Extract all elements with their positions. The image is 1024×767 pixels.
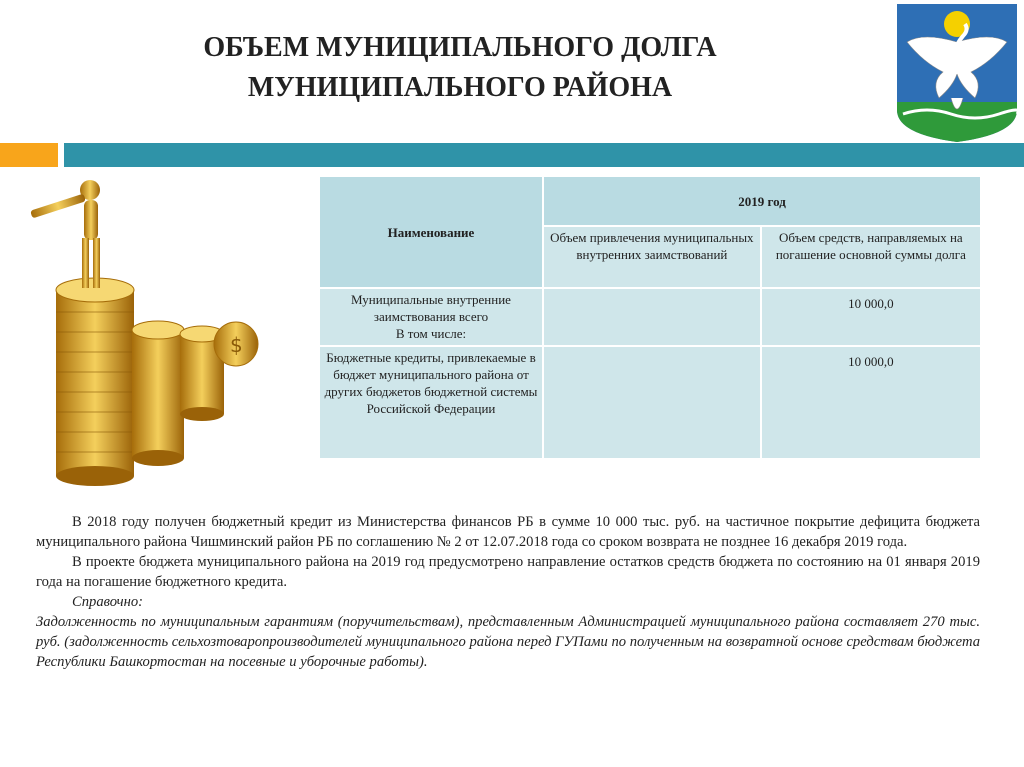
note-guarantees: Задолженность по муниципальным гарантиям (поручительствам), представленным Администрацией муниципального района составляет 270 тыс. руб. (задолженность сельхозтоваропроизводителей муниципального района перед ГУПами по полученным на возвратной основе средствам бюджета Республики Башкортостан на посевные и уборочные работы).	[36, 614, 980, 670]
svg-text:$: $	[230, 333, 243, 357]
paragraph-credit-received: В 2018 году получен бюджетный кредит из Министерства финансов РБ в сумме 10 000 тыс. руб. на частичное покрытие дефицита бюджета муниципального района Чишминский район РБ по соглашению № 2 от 12.07.2018 года со сроком возврата не позднее 16 декабря 2019 года.	[36, 514, 980, 550]
table-row	[320, 347, 980, 458]
table-cell-repayment: 10 000,0	[762, 289, 980, 345]
table-header-name: Наименование	[320, 177, 542, 287]
accent-bar-orange	[0, 143, 58, 167]
coat-of-arms-icon	[893, 2, 1021, 144]
municipal-debt-table	[318, 175, 982, 460]
note-heading: Справочно:	[72, 594, 144, 610]
table-row	[320, 289, 980, 345]
table-header-year: 2019 год	[544, 177, 980, 225]
row-name-text: Муниципальные внутренние заимствования всего	[351, 292, 511, 324]
table-header-borrowing: Объем привлечения муниципальных внутренних заимствований	[544, 227, 760, 287]
table-header-repayment: Объем средств, направляемых на погашение основной суммы долга	[762, 227, 980, 287]
table-row-name	[320, 289, 542, 345]
paragraph-budget-plan: В проекте бюджета муниципального района на 2019 год предусмотрено направление остатков средств бюджета по состоянию на 01 января 2019 года на погашение бюджетного кредита.	[36, 554, 980, 590]
row-name-subtext: В том числе:	[395, 326, 467, 341]
title-line-2: МУНИЦИПАЛЬНОГО РАЙОНА	[247, 72, 673, 103]
table-row-name: Бюджетные кредиты, привлекаемые в бюджет муниципального района от других бюджетов бюджетной системы Российской Федерации	[320, 347, 542, 458]
table-cell-borrowing	[544, 289, 760, 345]
title-line-1: ОБЪЕМ МУНИЦИПАЛЬНОГО ДОЛГА	[203, 32, 717, 63]
table-cell-borrowing	[544, 347, 760, 458]
page-title	[110, 28, 810, 108]
accent-bar-teal	[64, 143, 1024, 167]
explanatory-text	[36, 512, 980, 672]
gold-coins-illustration	[18, 172, 268, 492]
table-cell-repayment: 10 000,0	[762, 347, 980, 458]
